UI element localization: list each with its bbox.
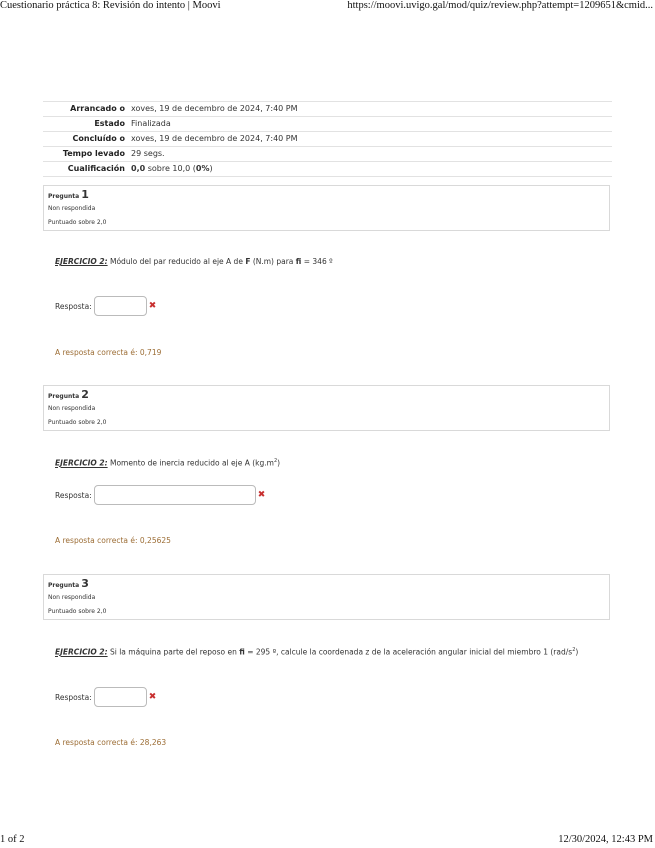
summary-label: Tempo levado [62,149,125,158]
summary-value: 29 segs. [131,149,165,158]
x-mark-icon: ✖ [257,490,266,500]
x-mark-icon: ✖ [148,692,157,702]
summary-label: Arrancado o [70,104,125,113]
answer-row-3 [55,687,156,707]
question-state: Non respondida [48,205,96,212]
summary-label: Concluído o [72,134,125,143]
answer-label: Resposta: [55,692,92,702]
question-grade: Puntuado sobre 2,0 [48,419,107,426]
question-info-2 [43,385,610,431]
question-text-3: EJERCICIO 2: Si la máquina parte del reposo en fi = 295 º, calcule la coordenada z de la aceleración angular inicial del miembro 1 $(rad/s^2)$ [55,647,579,657]
print-page-number: 1 of 2 [0,834,25,845]
summary-row-completed [43,132,612,147]
question-info-3 [43,574,610,620]
x-mark-icon: ✖ [148,301,157,311]
grade-score: 0,0 [131,164,146,173]
summary-label: Cualificación [67,164,125,173]
question-state: Non respondida [48,405,96,412]
summary-value [129,162,612,177]
right-answer-1: A resposta correcta é: 0,719 [55,348,162,357]
question-number: Pregunta 1 [48,188,89,201]
summary-value: xoves, 19 de decembro de 2024, 7:40 PM [131,134,298,143]
answer-input[interactable] [94,296,147,316]
question-state: Non respondida [48,594,96,601]
grade-percent: 0% [195,164,210,173]
question-number: Pregunta 2 [48,388,89,401]
summary-label: Estado [94,119,125,128]
grade-close-paren: ) [209,164,213,173]
attempt-summary-table [43,101,612,177]
print-page-title: Cuestionario práctica 8: Revisión do intento | Moovi [0,0,221,11]
right-answer-2: A resposta correcta é: 0,25625 [55,536,171,545]
summary-row-state [43,117,612,132]
summary-row-grade [43,162,612,177]
print-footer [0,834,655,848]
summary-row-started [43,102,612,117]
question-grade: Puntuado sobre 2,0 [48,608,107,615]
answer-input[interactable] [94,485,256,505]
answer-label: Resposta: [55,490,92,500]
question-number: Pregunta 3 [48,577,89,590]
answer-label: Resposta: [55,301,92,311]
print-url: https://moovi.uvigo.gal/mod/quiz/review.php?attempt=1209651&cmid... [347,0,653,11]
question-text-1: EJERCICIO 2: Módulo del par reducido al eje A de F (N.m) para fi = 346 º [55,257,333,266]
answer-row-2 [55,485,265,505]
answer-row-1 [55,296,156,316]
summary-value: xoves, 19 de decembro de 2024, 7:40 PM [131,104,298,113]
question-grade: Puntuado sobre 2,0 [48,219,107,226]
print-header [0,0,655,14]
answer-input[interactable] [94,687,147,707]
grade-out-of: sobre 10,0 ( [145,164,196,173]
question-text-2: EJERCICIO 2: Momento de inercia reducido al eje A $(kg.m^2)$ [55,458,281,468]
summary-row-time-taken [43,147,612,162]
summary-value: Finalizada [131,119,171,128]
print-datetime: 12/30/2024, 12:43 PM [558,834,653,845]
question-info-1 [43,185,610,231]
right-answer-3: A resposta correcta é: 28,263 [55,738,167,747]
